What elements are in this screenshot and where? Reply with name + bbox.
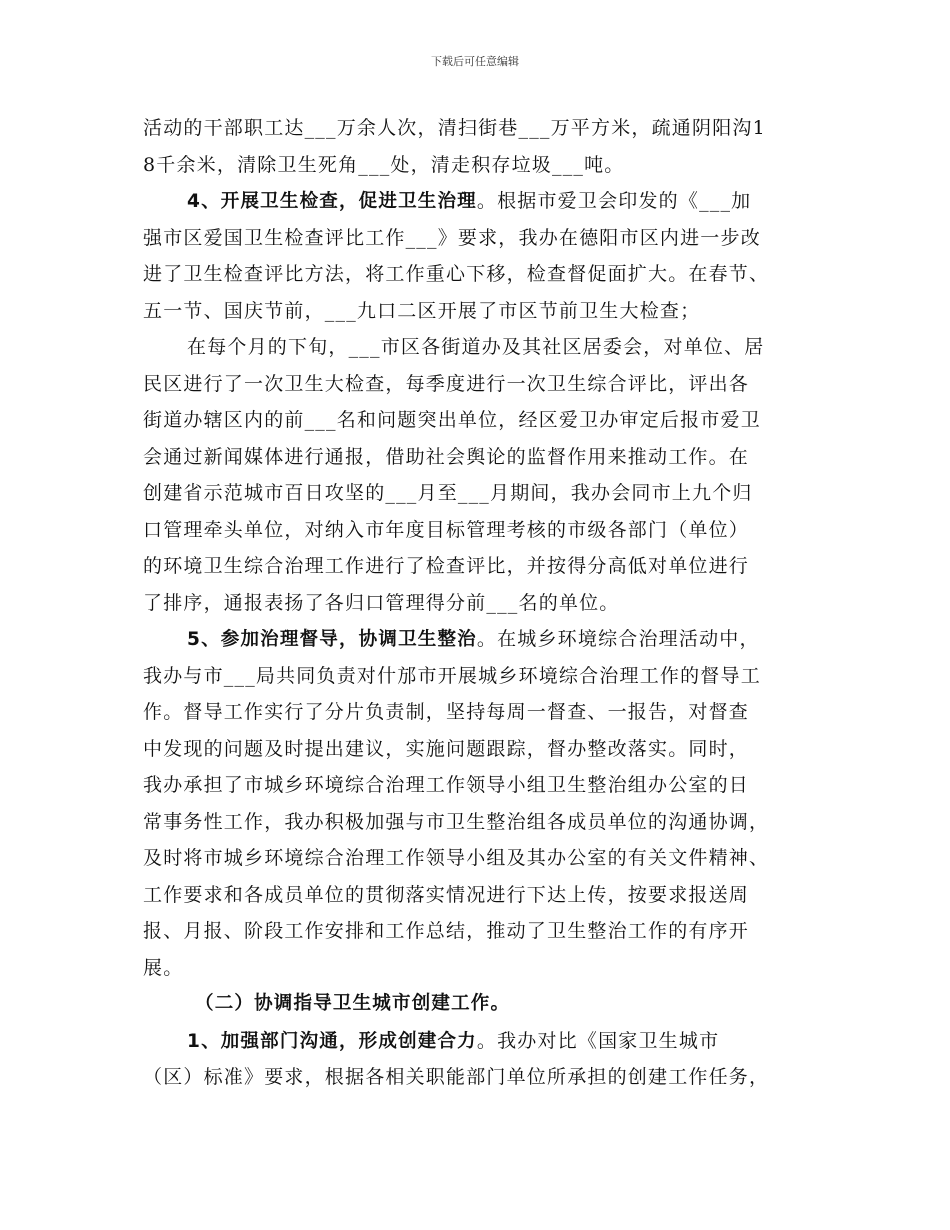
body-text: 五一节、国庆节前，___九口二区开展了市区节前卫生大检查； bbox=[143, 299, 701, 322]
body-text: 强市区爱国卫生检查评比工作___》要求，我办在德阳市区内进一步改 bbox=[143, 226, 761, 249]
text-line bbox=[143, 147, 813, 184]
text-line bbox=[143, 512, 813, 549]
body-text: 街道办辖区内的前___名和问题突出单位，经区爱卫办审定后报市爱卫 bbox=[143, 409, 761, 431]
text-line bbox=[143, 621, 813, 658]
body-text: 中发现的问题及时提出建议，实施问题跟踪，督办整改落实。同时， bbox=[143, 737, 750, 760]
body-text: 口管理牵头单位，对纳入市年度目标管理考核的市级各部门（单位） bbox=[143, 518, 750, 541]
page-header: 下载后可任意编辑 bbox=[431, 55, 519, 68]
text-line bbox=[143, 183, 813, 220]
body-text: 作。督导工作实行了分片负责制，坚持每周一督查、一报告，对督查 bbox=[143, 701, 750, 723]
body-text: 我办与市___局共同负责对什邡市开展城乡环境综合治理工作的督导工 bbox=[143, 664, 761, 687]
body-text: 8千余米，清除卫生死角___处，清走积存垃圾___吨。 bbox=[143, 153, 625, 176]
bold-heading-text: 5、参加治理督导，协调卫生整治 bbox=[187, 629, 477, 650]
bold-heading-text: 4、开展卫生检查，促进卫生治理 bbox=[187, 191, 477, 212]
text-line bbox=[143, 256, 813, 293]
text-line bbox=[143, 402, 813, 439]
body-text: 。在城乡环境综合治理活动中， bbox=[476, 628, 760, 650]
text-line bbox=[143, 293, 813, 330]
section-heading bbox=[143, 986, 813, 1023]
text-line bbox=[143, 439, 813, 476]
body-text: 工作要求和各成员单位的贯彻落实情况进行下达上传，按要求报送周 bbox=[143, 883, 750, 906]
text-line bbox=[143, 110, 813, 147]
text-line bbox=[143, 366, 813, 403]
body-text: 我办承担了市城乡环境综合治理工作领导小组卫生整治组办公室的日 bbox=[143, 774, 750, 796]
body-text: 的环境卫生综合治理工作进行了检查评比，并按得分高低对单位进行 bbox=[143, 555, 750, 577]
text-line bbox=[143, 840, 813, 877]
body-text: 创建省示范城市百日攻坚的___月至___月期间，我办会同市上九个归 bbox=[143, 482, 753, 504]
text-line bbox=[143, 548, 813, 585]
text-line bbox=[143, 877, 813, 914]
text-line bbox=[143, 950, 813, 987]
bold-heading-text: 1、加强部门沟通，形成创建合力 bbox=[187, 1030, 477, 1052]
text-line bbox=[143, 731, 813, 768]
document-body bbox=[143, 110, 813, 1096]
body-text: 报、月报、阶段工作安排和工作总结，推动了卫生整治工作的有序开 bbox=[143, 920, 750, 942]
body-text: 在每个月的下旬，___市区各街道办及其社区居委会，对单位、居 bbox=[187, 336, 765, 358]
body-text: 活动的干部职工达___万余人次，清扫街巷___万平方米，疏通阴阳沟1 bbox=[143, 117, 766, 139]
body-text: 会通过新闻媒体进行通报，借助社会舆论的监督作用来推动工作。在 bbox=[143, 445, 750, 468]
body-text: 。我办对比《国家卫生城市 bbox=[476, 1029, 720, 1052]
text-line bbox=[143, 804, 813, 841]
text-line bbox=[143, 220, 813, 257]
body-text: （区）标准》要求，根据各相关职能部门单位所承担的创建工作任务， bbox=[143, 1066, 770, 1088]
body-text: 展。 bbox=[143, 956, 184, 979]
text-line bbox=[143, 1059, 813, 1096]
text-line bbox=[143, 585, 813, 622]
body-text: 民区进行了一次卫生大检查，每季度进行一次卫生综合评比，评出各 bbox=[143, 372, 750, 395]
body-text: 进了卫生检查评比方法，将工作重心下移，检查督促面扩大。在春节、 bbox=[143, 263, 770, 285]
text-line bbox=[143, 767, 813, 804]
text-line bbox=[143, 658, 813, 695]
text-line bbox=[143, 913, 813, 950]
body-text: 常事务性工作，我办积极加强与市卫生整治组各成员单位的沟通协调， bbox=[143, 810, 770, 833]
text-line bbox=[143, 694, 813, 731]
body-text: 及时将市城乡环境综合治理工作领导小组及其办公室的有关文件精神、 bbox=[143, 847, 770, 869]
text-line bbox=[143, 329, 813, 366]
text-line bbox=[143, 475, 813, 512]
body-text: 。根据市爱卫会印发的《___加 bbox=[476, 190, 752, 212]
body-text: 了排序，通报表扬了各归口管理得分前___名的单位。 bbox=[143, 591, 620, 614]
text-line bbox=[143, 1023, 813, 1060]
bold-heading-text: （二）协调指导卫生城市创建工作。 bbox=[195, 993, 511, 1014]
